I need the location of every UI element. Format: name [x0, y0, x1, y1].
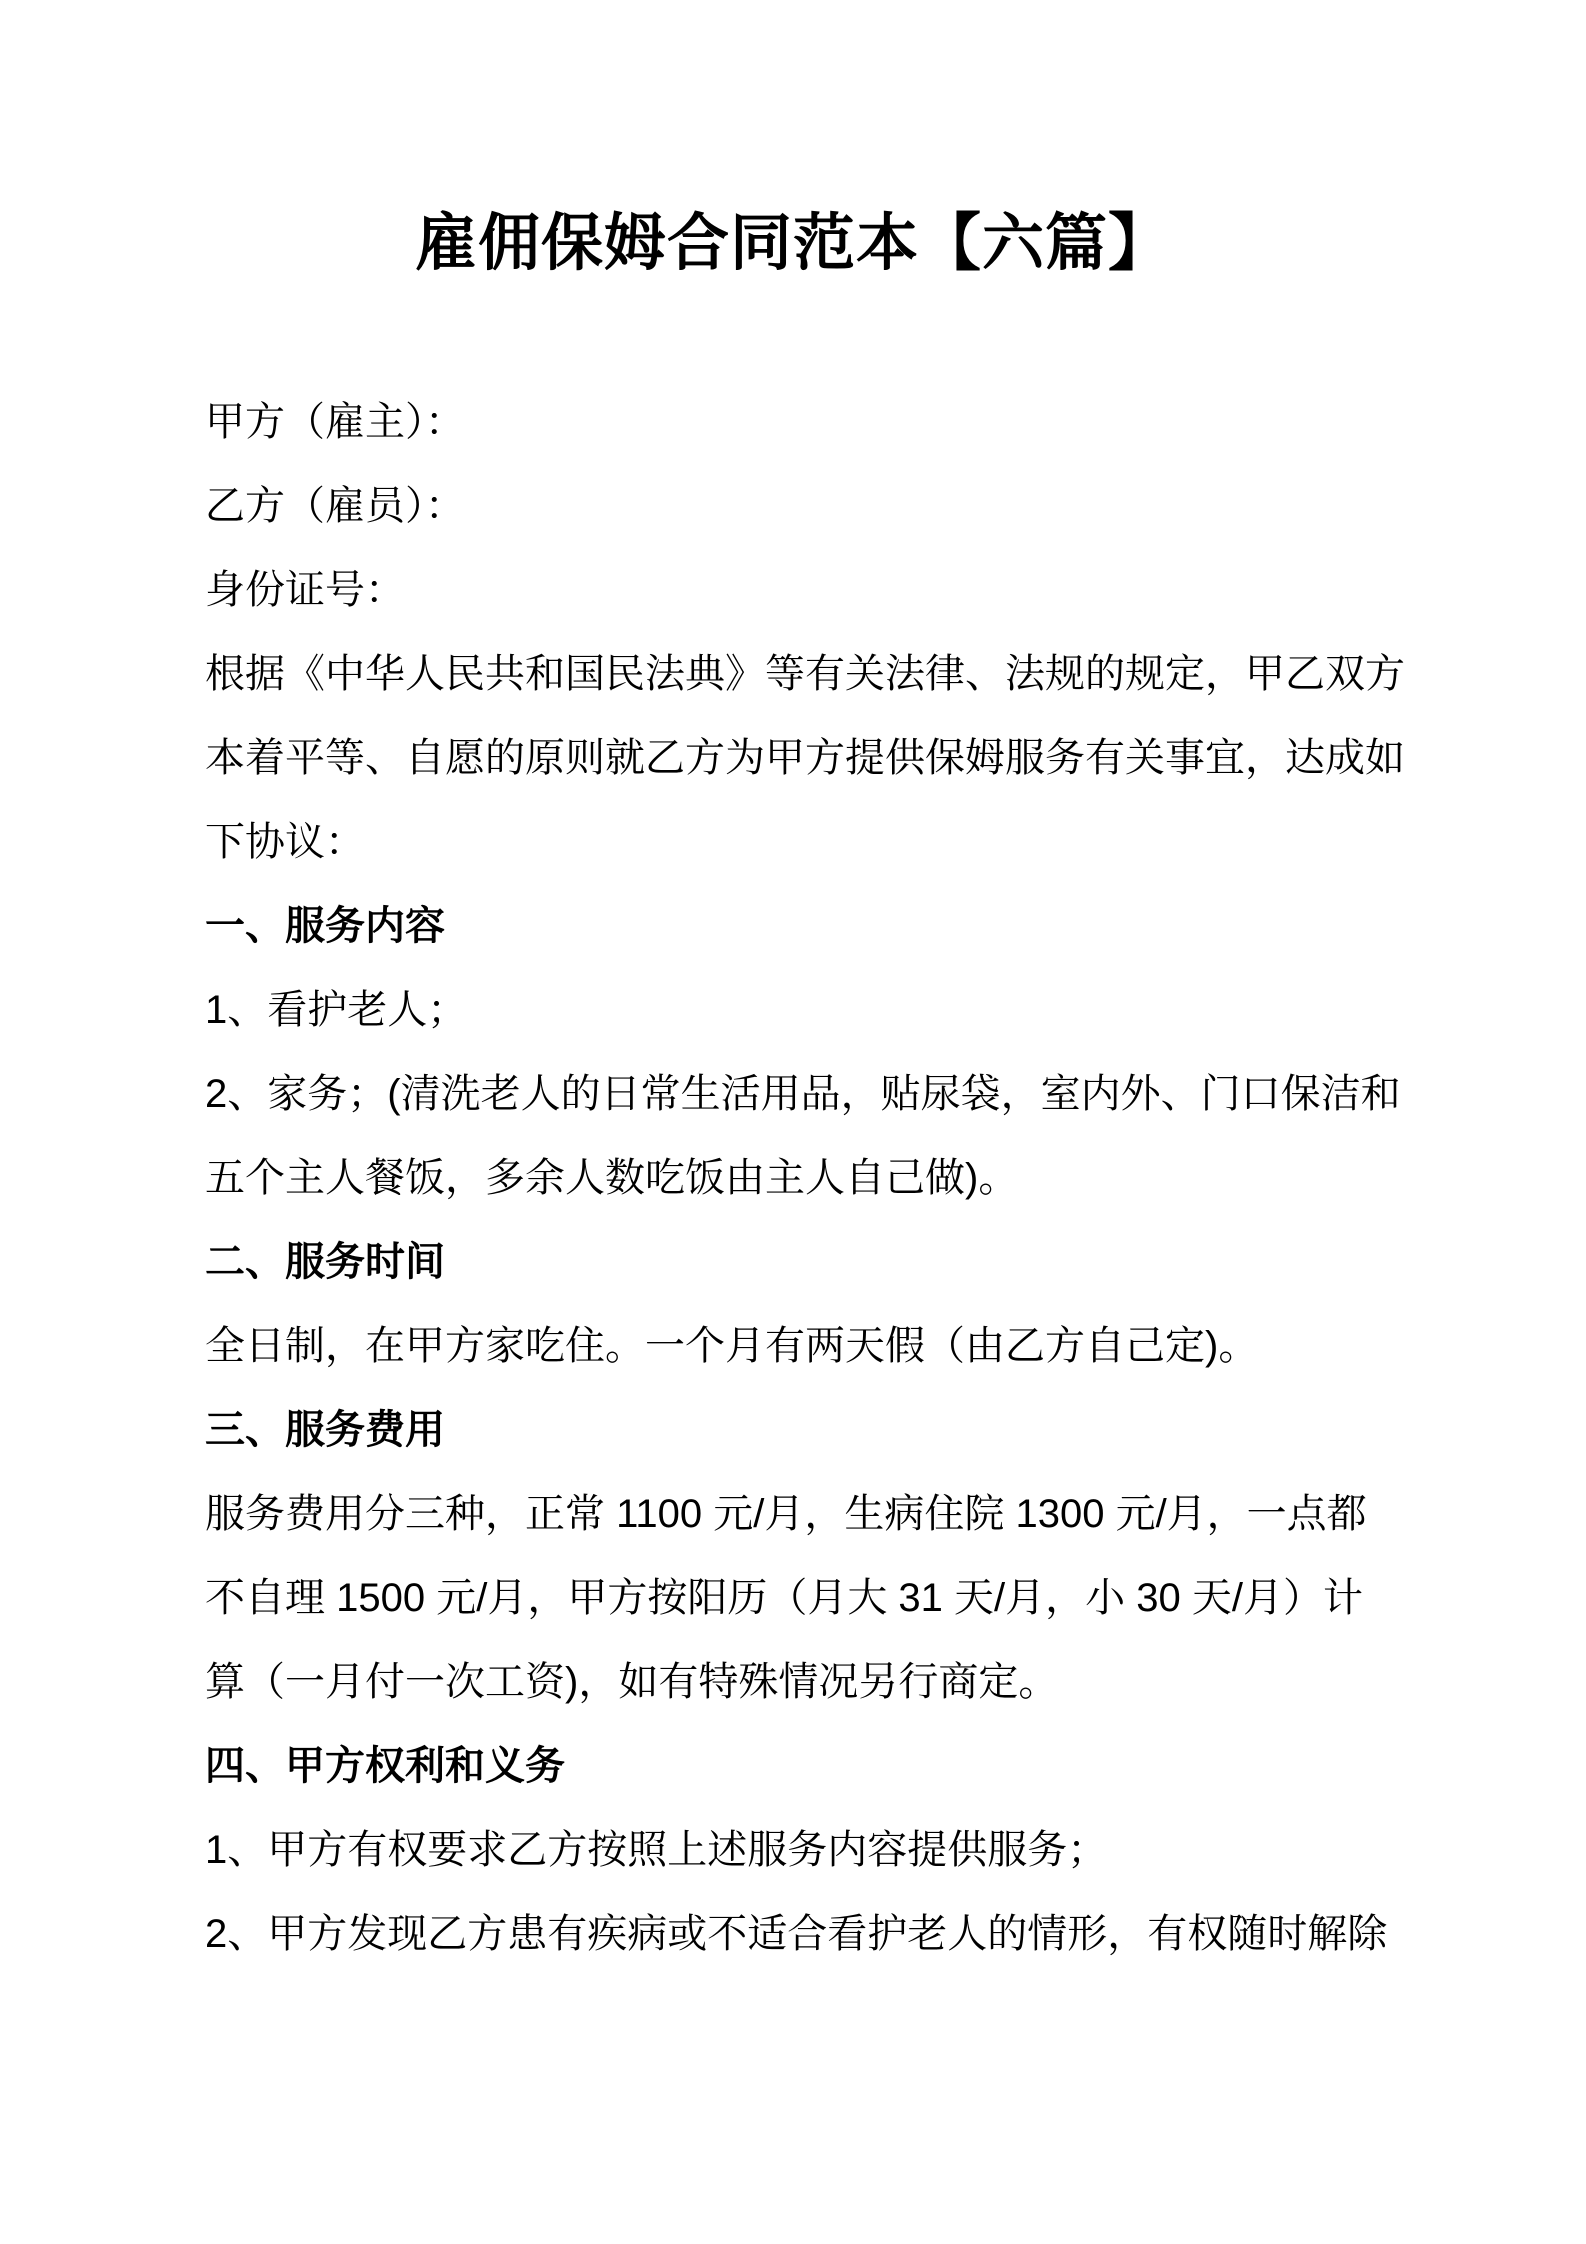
document-line: 根据《中华人民共和国民法典》等有关法律、法规的规定，甲乙双方: [205, 652, 1405, 696]
section-heading: 一、服务内容: [205, 904, 445, 948]
section-heading: 三、服务费用: [205, 1408, 445, 1452]
document-line: 不自理 1500 元/月，甲方按阳历（月大 31 天/月，小 30 天/月）计: [205, 1576, 1363, 1620]
document-line: 甲方（雇主）：: [205, 400, 465, 444]
document-title: 雇佣保姆合同范本【六篇】: [414, 209, 1171, 278]
document-line: 身份证号：: [205, 568, 405, 612]
document-line: 1、甲方有权要求乙方按照上述服务内容提供服务；: [205, 1828, 1108, 1872]
section-heading: 二、服务时间: [205, 1240, 445, 1284]
document-line: 1、看护老人；: [205, 988, 468, 1032]
document-line: 乙方（雇员）：: [205, 484, 465, 528]
document-line: 服务费用分三种，正常 1100 元/月，生病住院 1300 元/月，一点都: [205, 1492, 1367, 1536]
section-heading: 四、甲方权利和义务: [205, 1744, 565, 1788]
document-line: 2、甲方发现乙方患有疾病或不适合看护老人的情形，有权随时解除: [205, 1912, 1388, 1956]
document-line: 五个主人餐饭，多余人数吃饭由主人自己做)。: [205, 1156, 1019, 1200]
document-line: 全日制，在甲方家吃住。一个月有两天假（由乙方自己定)。: [205, 1324, 1259, 1368]
document-line: 本着平等、自愿的原则就乙方为甲方提供保姆服务有关事宜，达成如: [205, 736, 1405, 780]
document-line: 算（一月付一次工资)，如有特殊情况另行商定。: [205, 1660, 1059, 1704]
document-body: [205, 380, 1405, 1976]
document-line: 2、家务；(清洗老人的日常生活用品，贴尿袋，室内外、门口保洁和: [205, 1072, 1401, 1116]
document-line: 下协议：: [205, 820, 365, 864]
